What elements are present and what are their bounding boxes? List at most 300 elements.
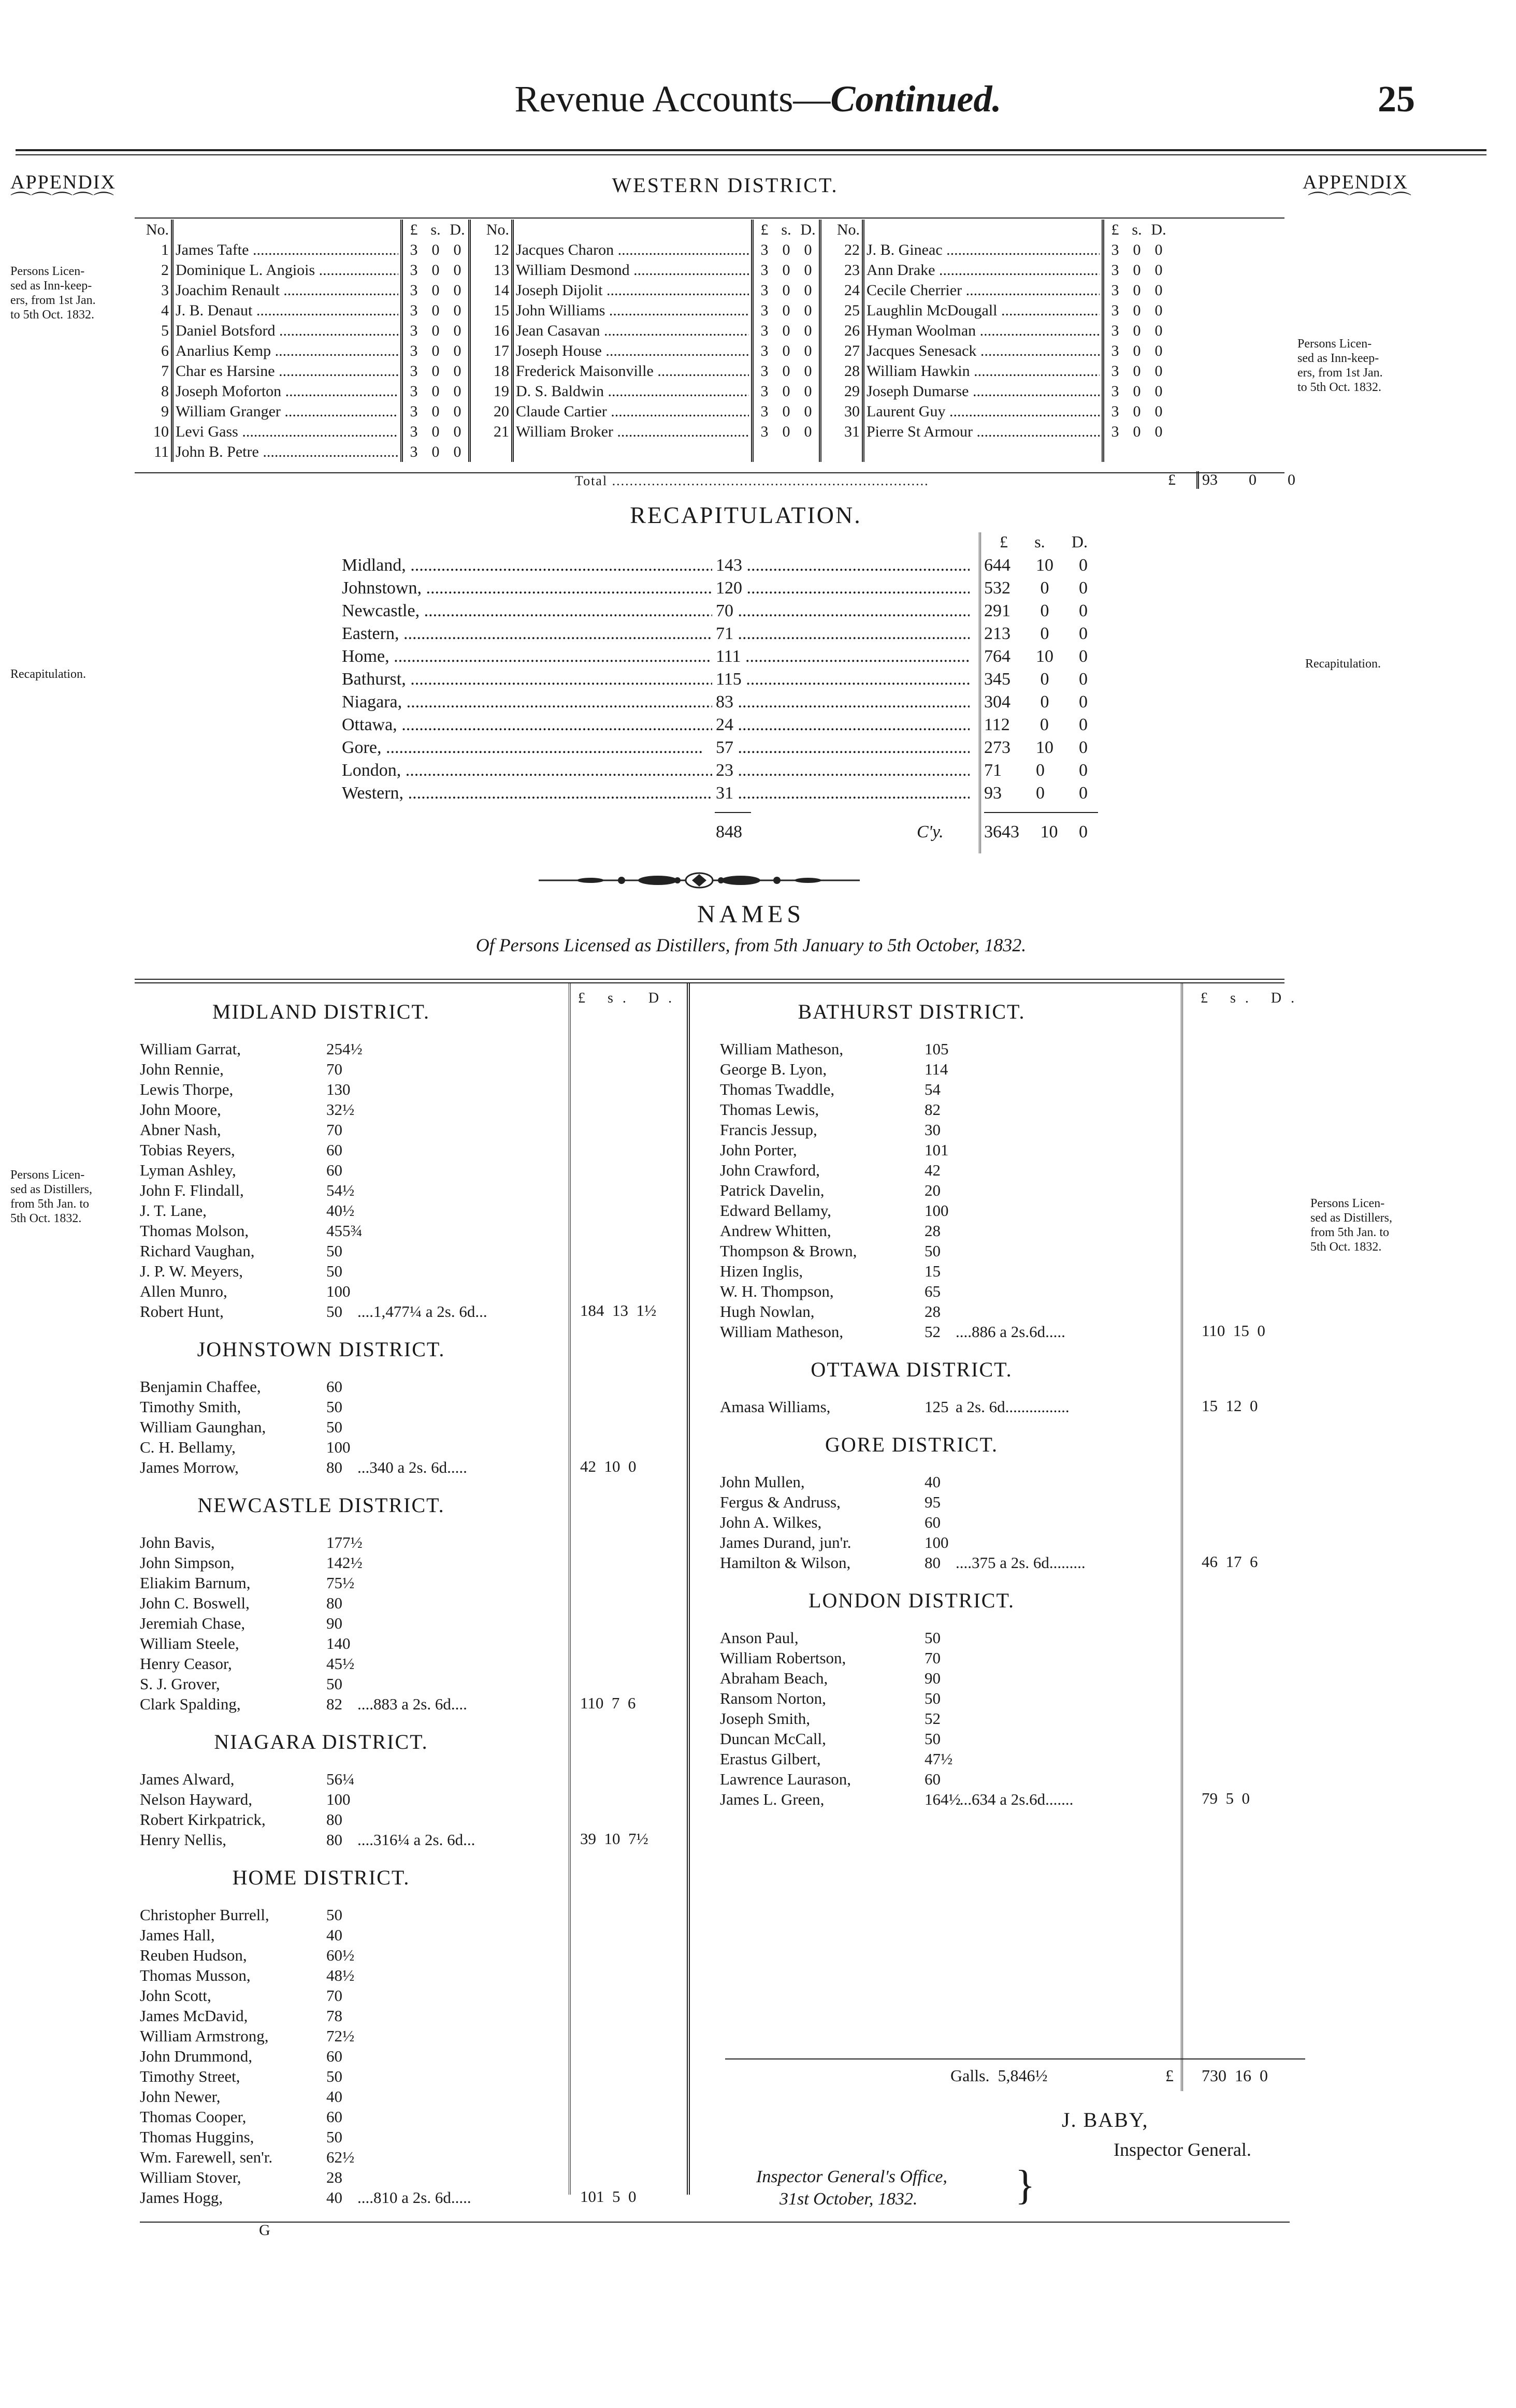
entry-number: 6 [161,342,169,359]
distiller-name: James Durand, jun'r. [720,1533,851,1551]
distiller-row [140,1985,658,2006]
signature-name: J. BABY, [1062,2108,1149,2131]
district-amount: 46 17 6 [1202,1553,1258,1571]
licensee-name: John B. Petre ..... [174,442,402,462]
gallons: 50 [925,1242,941,1260]
distiller-name: Thomas Twaddle, [720,1080,835,1098]
distiller-name: Patrick Davelin, [720,1181,825,1199]
licensee-name: Daniel Botsford ..... [174,321,402,341]
fee-shillings: 0 [1133,403,1141,420]
recap-amount: 71 0 0 [984,761,1088,780]
recap-title: RECAPITULATION. [630,502,862,528]
recap-district: Ottawa, ..... [342,714,712,736]
gallons: 60 [326,2047,342,2065]
gallons: 56¼ [326,1770,355,1788]
distiller-row [140,1573,658,1593]
fee-pounds: 3 [760,403,769,420]
fee-pounds: 3 [760,362,769,380]
fee-pence: 0 [1154,302,1163,319]
fee-shillings: 0 [431,383,440,400]
fee-pence: 0 [804,322,812,339]
fee-shillings: 0 [1133,282,1141,299]
district-title: MIDLAND DISTRICT. [212,1000,430,1023]
distiller-name: Hamilton & Wilson, [720,1554,851,1572]
district-amount: 42 10 0 [580,1457,637,1475]
licensee-name: Jean Casavan ..... [514,321,753,341]
entry-number: 23 [844,262,860,279]
licensee-name: Dominique L. Angiois ..... [174,260,402,280]
distiller-row [720,1099,1238,1120]
distiller-name: Lewis Thorpe, [140,1080,234,1098]
recap-row [342,554,1119,577]
fee-shillings: 0 [782,383,790,400]
recap-amount: 273 10 0 [984,738,1088,757]
gallons: 50 [925,1629,941,1647]
right-money-head: £ s. D. [1201,990,1304,1006]
western-row [135,300,1170,321]
distiller-name: John Crawford, [720,1161,820,1179]
fee-shillings: 0 [431,443,440,460]
office-brace: } [1015,2163,1035,2208]
distiller-name: C. H. Bellamy, [140,1438,236,1456]
recap-district: Bathurst, ..... [342,668,712,691]
margin-note-innkeepers-right: Persons Licen- sed as Inn-keep- ers, from 1st Jan. to 5th Oct. 1832. [1297,337,1383,394]
fee-pence: 0 [804,302,812,319]
fee-shillings: 0 [1133,262,1141,279]
gallons: 40 [326,2188,342,2207]
distiller-name: Lyman Ashley, [140,1161,236,1179]
fee-shillings: 0 [782,302,790,319]
fee-pounds: 3 [1111,302,1119,319]
district-title: NIAGARA DISTRICT. [214,1730,428,1753]
distiller-name: Eliakim Barnum, [140,1574,251,1592]
district-amount: 39 10 7½ [580,1830,648,1848]
recap-total-amount: 3643 10 0 [984,822,1088,842]
distiller-name: William Gaunghan, [140,1418,266,1436]
distiller-name: Duncan McCall, [720,1730,826,1748]
western-total-currency: £ [1168,471,1176,488]
licensee-name: Levi Gass ..... [174,422,402,442]
distiller-name: James Alward, [140,1770,235,1788]
distiller-name: W. H. Thompson, [720,1282,834,1300]
fee-pounds: 3 [760,302,769,319]
entry-number: 1 [161,241,169,258]
gallons: 72½ [326,2027,355,2045]
fee-shillings: 0 [782,342,790,359]
margin-note-distillers-left: Persons Licen- sed as Distillers, from 5th Jan. to 5th Oct. 1832. [10,1168,92,1225]
gallons: 100 [925,1201,949,1220]
distiller-row [140,1553,658,1573]
western-header-row [135,220,1170,240]
recap-total-label: C'y. [917,822,944,842]
gallons: 101 [925,1141,949,1159]
distiller-row [140,1437,658,1457]
distiller-row [720,1749,1238,1769]
fee-shillings: 0 [431,282,440,299]
district-title: GORE DISTRICT. [825,1433,998,1456]
gallons: 75½ [326,1574,355,1592]
fee-pence: 0 [453,241,461,258]
fee-shillings: 0 [782,262,790,279]
distiller-row [140,2086,658,2107]
distiller-name: William Matheson, [720,1040,844,1058]
fee-pounds: 3 [760,342,769,359]
district-amount: 101 5 0 [580,2187,637,2206]
distiller-row [720,1281,1238,1301]
divider-center [687,983,690,2195]
bottom-rule [140,2222,1290,2223]
distiller-name: Thomas Lewis, [720,1100,819,1119]
distiller-row [140,1532,658,1553]
entry-number: 2 [161,262,169,279]
fee-pence: 0 [453,342,461,359]
gallons: 48½ [326,1966,355,1984]
distiller-row [720,1261,1238,1281]
distiller-row [140,1241,658,1261]
office-line: Inspector General's Office, [756,2167,947,2186]
recap-amount: 291 0 0 [984,601,1088,620]
distiller-row [140,2147,658,2167]
gallons: 50 [326,1418,342,1436]
subtotal-calculation: ....634 a 2s.6d....... [956,1790,1074,1808]
distiller-row [720,1140,1238,1160]
entry-number: 11 [154,443,169,460]
distiller-row [720,1553,1238,1573]
recap-district: Eastern, ..... [342,622,712,645]
distiller-row [140,1099,658,1120]
fee-pence: 0 [1154,423,1163,440]
recap-row [342,782,1119,805]
entry-number: 28 [844,362,860,380]
gallons: 80 [326,1458,342,1476]
district-title: OTTAWA DISTRICT. [811,1358,1013,1381]
distiller-name: John Simpson, [140,1554,235,1572]
subtotal-calculation: a 2s. 6d................ [956,1398,1070,1416]
western-district-title: WESTERN DISTRICT. [612,173,839,197]
distiller-row [720,1322,1238,1342]
distiller-name: Christopher Burrell, [140,1906,269,1924]
fee-pounds: 3 [1111,241,1119,258]
gallons: 60 [326,1141,342,1159]
western-top-rule [135,217,1284,219]
distiller-name: Wm. Farewell, sen'r. [140,2148,273,2166]
western-row [135,422,1170,442]
distiller-name: Benjamin Chaffee, [140,1377,261,1396]
entry-number: 5 [161,322,169,339]
entry-number: 12 [494,241,509,258]
distiller-row [140,1281,658,1301]
licensee-name: Cecile Cherrier ..... [864,280,1103,300]
fee-pence: 0 [804,282,812,299]
licensee-name: James Tafte ..... [174,240,402,260]
fee-pounds: 3 [1111,403,1119,420]
margin-note-recap-left: Recapitulation. [10,668,86,681]
distiller-name: Tobias Reyers, [140,1141,235,1159]
fee-shillings: 0 [431,262,440,279]
header-rule-thick [16,149,1486,151]
distiller-name: Erastus Gilbert, [720,1750,821,1768]
licensee-name: William Broker ..... [514,422,753,442]
distiller-name: Anson Paul, [720,1629,799,1647]
entry-number: 10 [153,423,169,440]
entry-number: 27 [844,342,860,359]
distiller-row [720,1221,1238,1241]
recap-district: Niagara, ..... [342,691,712,714]
entry-number: 13 [494,262,509,279]
gallons: 15 [925,1262,941,1280]
fee-pence: 0 [804,342,812,359]
distiller-row [140,2167,658,2187]
col-shilling-1: s. [430,221,441,238]
fee-shillings: 0 [431,342,440,359]
page-title [0,78,1516,121]
gallons: 142½ [326,1554,363,1572]
distiller-name: Lawrence Laurason, [720,1770,851,1788]
distiller-name: J. T. Lane, [140,1201,207,1220]
recap-row [342,759,1119,782]
col-pence-1: D. [450,221,465,238]
fee-pounds: 3 [1111,342,1119,359]
western-row [135,381,1170,401]
names-top-rule [135,979,1284,980]
distiller-row [140,1613,658,1633]
entry-number: 19 [494,383,509,400]
office-date: 31st October, 1832. [779,2189,918,2209]
distiller-name: Jeremiah Chase, [140,1614,246,1632]
recap-total-count: 848 [716,822,742,842]
gallons: 65 [925,1282,941,1300]
recap-amount: 532 0 0 [984,578,1088,598]
distiller-name: John A. Wilkes, [720,1513,822,1531]
distiller-name: John Porter, [720,1141,797,1159]
distiller-row [140,1120,658,1140]
licensee-name: Joseph House ..... [514,341,753,361]
licensee-name: Frederick Maisonville ..... [514,361,753,381]
licensee-name: John Williams ..... [514,300,753,321]
gallons: 125 [925,1398,949,1416]
left-money-head: £ s. D. [578,990,682,1006]
fee-pence: 0 [1154,342,1163,359]
distiller-name: Thomas Musson, [140,1966,251,1984]
distiller-row [720,1668,1238,1688]
signature-title: Inspector General. [1114,2139,1251,2160]
fee-shillings: 0 [782,322,790,339]
recap-row [342,645,1119,668]
distiller-row [140,1593,658,1613]
distiller-name: Edward Bellamy, [720,1201,831,1220]
recap-amount-rule [984,812,1098,813]
entry-number: 9 [161,403,169,420]
gallons: 130 [326,1080,351,1098]
fee-shillings: 0 [1133,362,1141,380]
margin-note-innkeepers-left: Persons Licen- sed as Inn-keep- ers, from 1st Jan. to 5th Oct. 1832. [10,265,96,322]
distiller-name: Thomas Molson, [140,1222,249,1240]
recap-row [342,600,1119,622]
fee-pence: 0 [453,443,461,460]
distiller-name: George B. Lyon, [720,1060,827,1078]
recap-row [342,577,1119,600]
gallons: 32½ [326,1100,355,1119]
licensee-name: William Hawkin ..... [864,361,1103,381]
gallons: 50 [326,2128,342,2146]
page-number: 25 [1378,78,1415,120]
fee-shillings: 0 [1133,383,1141,400]
distiller-name: Thomas Cooper, [140,2108,247,2126]
distiller-name: John Scott, [140,1986,211,2005]
subtotal-calculation: ....1,477¼ a 2s. 6d... [357,1302,487,1321]
fee-shillings: 0 [1133,241,1141,258]
fee-pence: 0 [804,423,812,440]
gallons: 47½ [925,1750,953,1768]
fee-pounds: 3 [760,282,769,299]
fee-pence: 0 [1154,322,1163,339]
entry-number: 17 [494,342,509,359]
fee-pence: 0 [804,362,812,380]
gallons: 54½ [326,1181,355,1199]
gallons: 455¾ [326,1222,363,1240]
licensee-name: D. S. Baldwin ..... [514,381,753,401]
fee-pounds: 3 [410,403,418,420]
gallons: 90 [326,1614,342,1632]
gallons: 60 [326,1377,342,1396]
distiller-row [720,1039,1238,1059]
licensee-name: William Desmond ..... [514,260,753,280]
distiller-name: William Matheson, [720,1323,844,1341]
subtotal-calculation: ....316¼ a 2s. 6d... [357,1831,475,1849]
fee-pence: 0 [453,383,461,400]
recap-amount: 764 10 0 [984,647,1088,666]
gallons: 52 [925,1709,941,1728]
entry-number: 15 [494,302,509,319]
western-row [135,321,1170,341]
licensee-name: Joseph Moforton ..... [174,381,402,401]
gallons: 82 [925,1100,941,1119]
distiller-name: Richard Vaughan, [140,1242,255,1260]
entry-number: 25 [844,302,860,319]
footer-signature-mark: G [259,2222,270,2239]
recap-district: Home, ..... [342,645,712,668]
entry-number: 24 [844,282,860,299]
gallons: 50 [326,2067,342,2085]
distiller-name: Francis Jessup, [720,1121,817,1139]
fee-shillings: 0 [1133,302,1141,319]
appendix-brace-right: ⌒⌒⌒⌒⌒ [1308,191,1411,214]
distiller-name: John Rennie, [140,1060,224,1078]
entry-number: 26 [844,322,860,339]
distiller-name: John F. Flindall, [140,1181,244,1199]
fee-pounds: 3 [1111,262,1119,279]
fee-pence: 0 [804,383,812,400]
recap-count: 57 ..... [716,736,970,759]
distiller-name: Clark Spalding, [140,1695,241,1713]
gallons: 50 [925,1689,941,1707]
recap-district: Gore, ..... [342,736,712,759]
licensee-name: Claude Cartier ..... [514,401,753,422]
fee-pence: 0 [804,262,812,279]
gallons-total: Galls. 5,846½ [950,2066,1048,2085]
ornament-divider [539,870,860,891]
appendix-label-left: APPENDIX [10,171,116,193]
recap-district: Midland, ..... [342,554,712,577]
distiller-name: J. P. W. Meyers, [140,1262,243,1280]
licensee-name: Jacques Senesack ..... [864,341,1103,361]
gallons-total-amount: 730 16 0 [1202,2066,1268,2085]
gallons: 50 [326,1398,342,1416]
names-subtitle: Of Persons Licensed as Distillers, from 5th January to 5th October, 1832. [475,935,1027,955]
entry-number: 30 [844,403,860,420]
gallons: 40½ [326,1201,355,1220]
distiller-row [140,1140,658,1160]
recap-count: 111 ..... [716,645,970,668]
col-no-2: No. [486,221,509,238]
fee-pounds: 3 [1111,383,1119,400]
district-amount: 79 5 0 [1202,1789,1250,1807]
gallons: 70 [326,1060,342,1078]
fee-pence: 0 [1154,403,1163,420]
gallons: 70 [925,1649,941,1667]
fee-pence: 0 [1154,262,1163,279]
distiller-name: Amasa Williams, [720,1398,831,1416]
western-row [135,280,1170,300]
fee-shillings: 0 [1133,322,1141,339]
fee-pounds: 3 [1111,423,1119,440]
distiller-row [720,1241,1238,1261]
entry-number: 7 [161,362,169,380]
fee-pounds: 3 [1111,282,1119,299]
licensee-name: Joseph Dijolit ..... [514,280,753,300]
district-amount: 110 15 0 [1202,1322,1265,1340]
distiller-name: Andrew Whitten, [720,1222,831,1240]
distiller-row [140,2046,658,2066]
distiller-name: John Bavis, [140,1533,215,1551]
western-row [135,240,1170,260]
recap-count: 83 ..... [716,691,970,714]
distiller-row [140,1945,658,1965]
col-pound-2: £ [760,221,769,238]
distiller-row [720,1708,1238,1729]
distiller-name: James Hogg, [140,2188,223,2207]
distiller-name: Timothy Smith, [140,1398,241,1416]
entry-number: 20 [494,403,509,420]
gallons: 62½ [326,2148,355,2166]
fee-shillings: 0 [782,362,790,380]
distiller-row [720,1729,1238,1749]
title-italic: Continued. [830,78,1002,120]
gallons: 60 [326,1161,342,1179]
subtotal-calculation: ....375 a 2s. 6d......... [956,1554,1086,1572]
fee-pence: 0 [453,282,461,299]
entry-number: 8 [161,383,169,400]
gallons: 90 [925,1669,941,1687]
appendix-label-right: APPENDIX [1303,171,1408,193]
distiller-row [720,1160,1238,1180]
fee-shillings: 0 [431,241,440,258]
distiller-row [140,1221,658,1241]
recap-count: 115 ..... [716,668,970,691]
gallons: 45½ [326,1655,355,1673]
fee-pounds: 3 [1111,362,1119,380]
gallons: 80 [326,1810,342,1829]
fee-pounds: 3 [760,322,769,339]
gallons-total-currency: £ [1165,2066,1174,2085]
western-row [135,401,1170,422]
licensee-name: Jacques Charon ..... [514,240,753,260]
licensee-name: Joachim Renault ..... [174,280,402,300]
gallons: 28 [925,1302,941,1321]
gallons: 100 [326,1282,351,1300]
fee-shillings: 0 [1133,423,1141,440]
fee-pence: 0 [453,302,461,319]
